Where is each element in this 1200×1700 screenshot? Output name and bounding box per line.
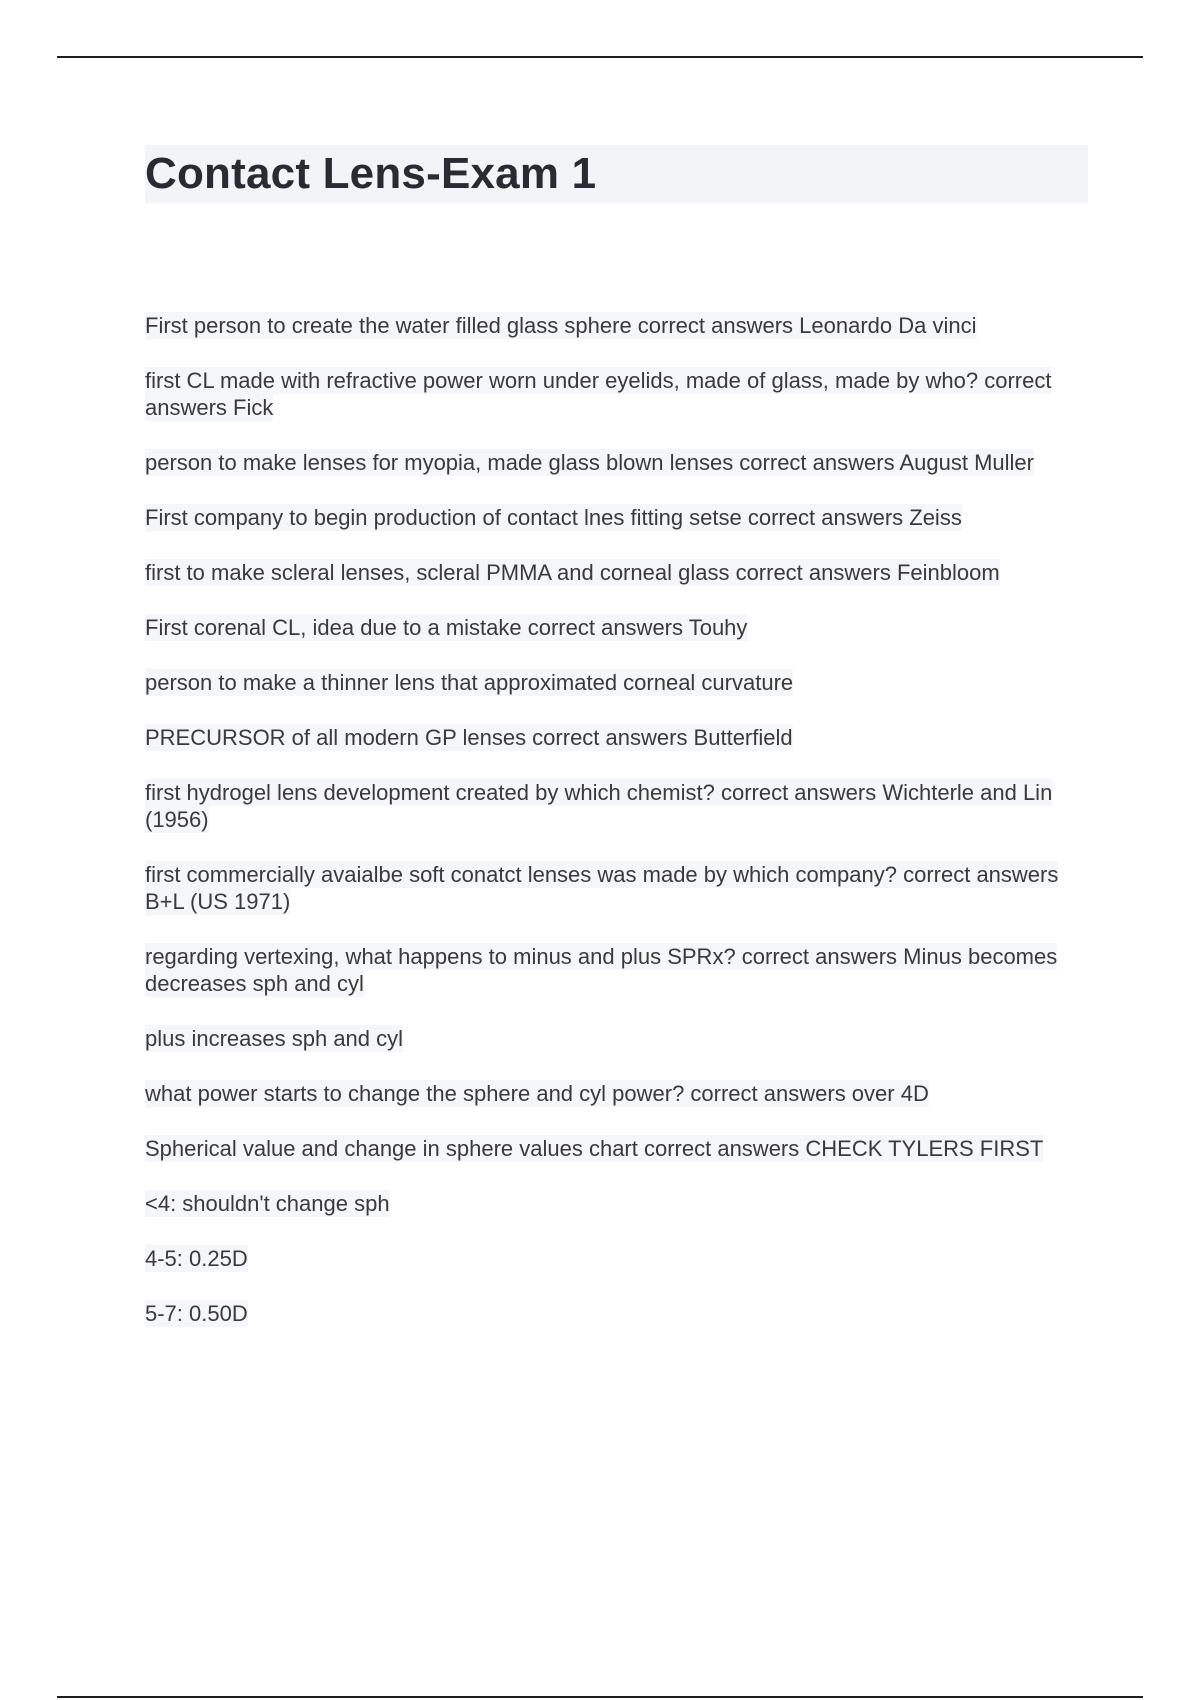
flashcard-item [145,1300,1070,1327]
flashcard-text: first to make scleral lenses, scleral PMMA and corneal glass correct answers Feinbloom [145,560,1000,585]
flashcard-item [145,1245,1070,1272]
flashcard-item [145,559,1070,586]
flashcard-text: First corenal CL, idea due to a mistake correct answers Touhy [145,615,748,640]
flashcard-text: <4: shouldn't change sph [145,1191,390,1216]
flashcard-text: first hydrogel lens development created by which chemist? correct answers Wichterle and Lin (1956) [145,780,1053,832]
flashcard-item [145,943,1070,997]
flashcard-item [145,669,1070,696]
flashcard-list [145,312,1070,1355]
flashcard-text: person to make a thinner lens that approximated corneal curvature [145,670,794,695]
bottom-divider [57,1696,1143,1698]
flashcard-text: plus increases sph and cyl [145,1026,404,1051]
flashcard-item [145,861,1070,915]
flashcard-text: First person to create the water filled glass sphere correct answers Leonardo Da vinci [145,313,977,338]
flashcard-text: regarding vertexing, what happens to minus and plus SPRx? correct answers Minus becomes decreases sph and cyl [145,944,1058,996]
flashcard-text: what power starts to change the sphere and cyl power? correct answers over 4D [145,1081,929,1106]
flashcard-text: 4-5: 0.25D [145,1246,248,1271]
flashcard-item [145,1080,1070,1107]
flashcard-item [145,312,1070,339]
flashcard-text: first commercially avaialbe soft conatct lenses was made by which company? correct answers B+L (US 1971) [145,862,1059,914]
flashcard-item [145,449,1070,476]
flashcard-text: first CL made with refractive power worn under eyelids, made of glass, made by who? correct answers Fick [145,368,1052,420]
flashcard-item [145,1135,1070,1162]
flashcard-text: 5-7: 0.50D [145,1301,248,1326]
flashcard-item [145,367,1070,421]
flashcard-item [145,1190,1070,1217]
flashcard-item [145,779,1070,833]
flashcard-text: person to make lenses for myopia, made glass blown lenses correct answers August Muller [145,450,1034,475]
flashcard-text: First company to begin production of contact lnes fitting setse correct answers Zeiss [145,505,962,530]
flashcard-text: PRECURSOR of all modern GP lenses correct answers Butterfield [145,725,793,750]
flashcard-item [145,614,1070,641]
flashcard-item [145,1025,1070,1052]
flashcard-item [145,504,1070,531]
top-divider [57,56,1143,58]
flashcard-item [145,724,1070,751]
page-title: Contact Lens-Exam 1 [145,149,597,198]
flashcard-text: Spherical value and change in sphere values chart correct answers CHECK TYLERS FIRST [145,1136,1044,1161]
